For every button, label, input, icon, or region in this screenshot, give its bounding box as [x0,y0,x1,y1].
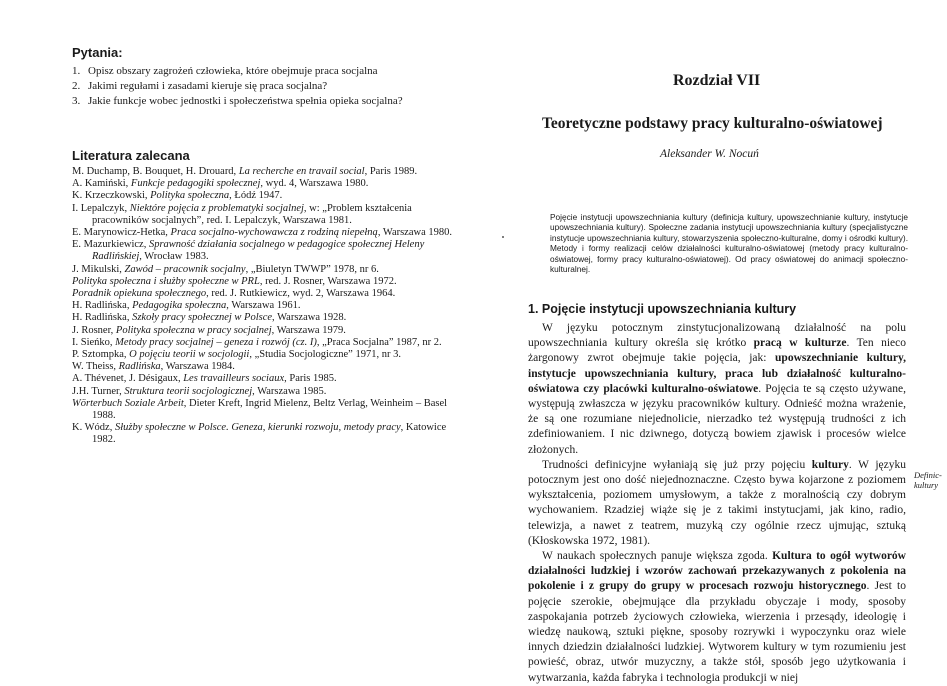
question-number: 3. [72,95,81,107]
literature-title: Poradnik opiekuna społecznego [72,288,207,300]
literature-entry: E. Marynowicz-Hetka, Praca socjalno-wychowawcza z rodziną niepełną, Warszawa 1980. [72,227,452,239]
literature-entry: A. Thévenet, J. Désigaux, Les travailleurs sociaux, Paris 1985. [72,373,337,385]
left-page [0,0,470,670]
literature-title: Sprawność działania socjalnego w pedagogice społecznej Heleny Radlińskiej [92,239,425,263]
bold-term: kultury [811,458,849,471]
literature-entry: J. Mikulski, Zawód – pracownik socjalny, „Biuletyn TWWP” 1978, nr 6. [72,263,379,275]
literature-entry: Wörterbuch Soziale Arbeit, Dieter Kreft, Ingrid Mielenz, Beltz Verlag, Weinheim – Basel 1988. [72,397,448,422]
paragraph-3: W naukach społecznych panuje większa zgoda. Kultura to ogół wytworów działalności ludzkiej i wzorów zachowań przekazywanych z pokolenia na pokolenie i z grupy do grupy w procesach rozwoju historycznego. Jest to pojęcie szerokie, obejmujące dla przykładu obyczaje i mody, sposoby zaspokajania potrzeb życiowych człowieka, wierzenia i przesądy, ideologię i wiedzę naukową, sztuki piękne, sposoby rozrywki i wypoczynku oraz wiele innych dziedzin działalności ludzkiej. Wytworem kultury w tym rozumieniu jest powieść, obraz, utwór muzyczny, a także stół, sposób jego użytkowania i wytwarzania, każda fabryka i technologia produkcji w niej [528,550,907,684]
question-number: 2. [72,80,81,92]
literature-entry: Polityka społeczna i służby społeczne w PRL, red. J. Rosner, Warszawa 1972. [72,275,397,287]
chapter-title: Teoretyczne podstawy pracy kulturalno-oświatowej [542,115,883,132]
literature-entry: H. Radlińska, Szkoły pracy społecznej w Polsce, Warszawa 1928. [72,312,347,324]
questions-list [72,64,403,109]
paragraph-1: W języku potocznym zinstytucjonalizowaną działalność na polu upowszechniania kultury określa się krótko pracą w kulturze. Ten nieco żargonowy zwrot obejmuje takie pojęcia, jak: upowszechnianie kultury, instytucje upowszechniania kultury, praca lub działalność kulturalno-oświatowa czy placówki kulturalno-oświatowe. Pojęcia te są często używane, występują zwłaszcza w języku pracowników kultury. Odnieść można wrażenie, że są one rozumiane niejednolicie, nierzadko też występują trudności z ich zdefiniowaniem. I nic dziwnego, dotyczą bowiem zjawisk i procesów wielce złożonych. [528,322,907,456]
chapter-heading: Rozdział VII [673,72,761,89]
literature-title: La recherche en travail social [238,166,365,177]
section-heading: 1. Pojęcie instytucji upowszechniania kultury [528,302,797,316]
literature-title: Funkcje pedagogiki społecznej [130,178,261,190]
literature-title: Les travailleurs sociaux [183,373,285,385]
margin-note-line-1: Definic- [914,470,942,480]
literature-title: Pedagogika społeczna [132,300,227,312]
literature-entry: M. Duchamp, B. Bouquet, H. Drouard, La recherche en travail social, Paris 1989. [72,166,418,177]
literature-title: Struktura teorii socjologicznej [124,385,253,397]
literature-entry: I. Sieńko, Metody pracy socjalnej – geneza i rozwój (cz. I), „Praca Socjalna” 1987, nr 2. [72,336,442,348]
literature-entry: H. Radlińska, Pedagogika społeczna, Warszawa 1961. [72,300,301,312]
question-item [72,94,403,109]
chapter-author: Aleksander W. Nocuń [660,148,759,160]
margin-note [914,470,942,490]
literature-entry: K. Wódz, Służby społeczne w Polsce. Geneza, kierunki rozwoju, metody pracy, Katowice 1982. [72,422,447,446]
literature-heading: Literatura zalecana [72,148,190,163]
literature-entry: Poradnik opiekuna społecznego, red. J. Rutkiewicz, wyd. 2, Warszawa 1964. [72,288,396,300]
literature-entry: K. Krzeczkowski, Polityka społeczna, Łódź 1947. [72,190,283,202]
literature-entry: J.H. Turner, Struktura teorii socjologicznej, Warszawa 1985. [72,385,327,397]
questions-heading: Pytania: [72,45,123,60]
literature-title: Niektóre pojęcia z problematyki socjalnej [129,202,304,214]
margin-note-line-2: kultury [914,480,939,490]
bold-term: upowszechnianie kultury, instytucje upowszechniania kultury, praca lub działalność kulturalno-oświatowa czy placówki kulturalno-oświatowe [528,352,906,395]
question-text: Jakimi regułami i zasadami kieruje się praca socjalna? [88,80,328,92]
literature-list [72,166,462,447]
literature-title: Szkoły pracy społecznej w Polsce [132,312,273,324]
literature-title: Polityka społeczna w pracy socjalnej [115,324,272,336]
paragraph-2: Trudności definicyjne wyłaniają się już przy pojęciu kultury. W języku potocznym jest ono dość niejednoznaczne. Często bywa kojarzone z poziomem wykształcenia, poziomem umysłowym, a także z moralnością czy dobrym wychowaniem. Rzadziej wiąże się je z takimi instytucjami, jak kino, radio, telewizja, a nawet z teatrem, muzyką czy ogólnie rzecz ujmując, sztuką (Kłoskowska 1972, 1981). [528,458,906,547]
literature-title: Zawód – pracownik socjalny [124,263,246,275]
question-text: Opisz obszary zagrożeń człowieka, które obejmuje praca socjalna [88,65,378,77]
question-item [72,64,403,79]
literature-title: Służby społeczne w Polsce. Geneza, kierunki rozwoju, metody pracy [114,422,401,434]
question-number: 1. [72,65,81,77]
literature-entry: I. Lepalczyk, Niektóre pojęcia z problematyki socjalnej, w: „Problem kształcenia pracowników socjalnych”, red. I. Lepalczyk, Warszawa 1981. [72,202,412,226]
literature-title: O pojęciu teorii w socjologii [129,349,250,361]
literature-entry: A. Kamiński, Funkcje pedagogiki społecznej, wyd. 4, Warszawa 1980. [72,178,369,190]
bold-term: Kultura to ogół wytworów działalności ludzkiej i wzorów zachowań przekazywanych z pokolenia na pokolenie i z grupy do grupy w procesach rozwoju historycznego [528,550,906,593]
literature-entry: P. Sztompka, O pojęciu teorii w socjologii, „Studia Socjologiczne” 1971, nr 3. [72,349,401,361]
literature-entry: E. Mazurkiewicz, Sprawność działania socjalnego w pedagogice społecznej Heleny Radlińskiej, Wrocław 1983. [72,239,425,263]
bold-term: pracą w kulturze [753,337,847,350]
literature-entry: W. Theiss, Radlińska, Warszawa 1984. [72,361,235,373]
body-text [528,321,906,686]
stray-mark [502,236,504,238]
right-page [478,0,947,684]
question-text: Jakie funkcje wobec jednostki i społeczeństwa spełnia opieka socjalna? [88,95,403,107]
literature-title: Polityka społeczna i służby społeczne w PRL [72,275,260,287]
literature-title: Wörterbuch Soziale Arbeit [72,397,184,409]
literature-title: Polityka społeczna [150,190,230,202]
chapter-abstract: Pojęcie instytucji upowszechniania kultury (definicja kultury, upowszechnianie kultury, instytucje upowszechniania kultury). Społeczne zadania instytucji upowszechniania kultury (specjalistyczne instytucje upowszechniania kultury, stowarzyszenia społeczno-kulturalne, domy i ośrodki kultury). Metody i formy realizacji celów działalności kulturalno-oświatowej (metody pracy kulturalno-oświatowej, formy pracy kulturalno-oświatowej). Od pracy oświatowej do animacji społeczno-kulturalnej. [550,212,908,275]
literature-title: Praca socjalno-wychowawcza z rodziną niepełną [170,227,378,239]
literature-title: Metody pracy socjalnej – geneza i rozwój (cz. I) [115,336,317,348]
question-item [72,79,403,94]
literature-entry: J. Rosner, Polityka społeczna w pracy socjalnej, Warszawa 1979. [72,324,346,336]
literature-title: Radlińska [118,361,161,373]
